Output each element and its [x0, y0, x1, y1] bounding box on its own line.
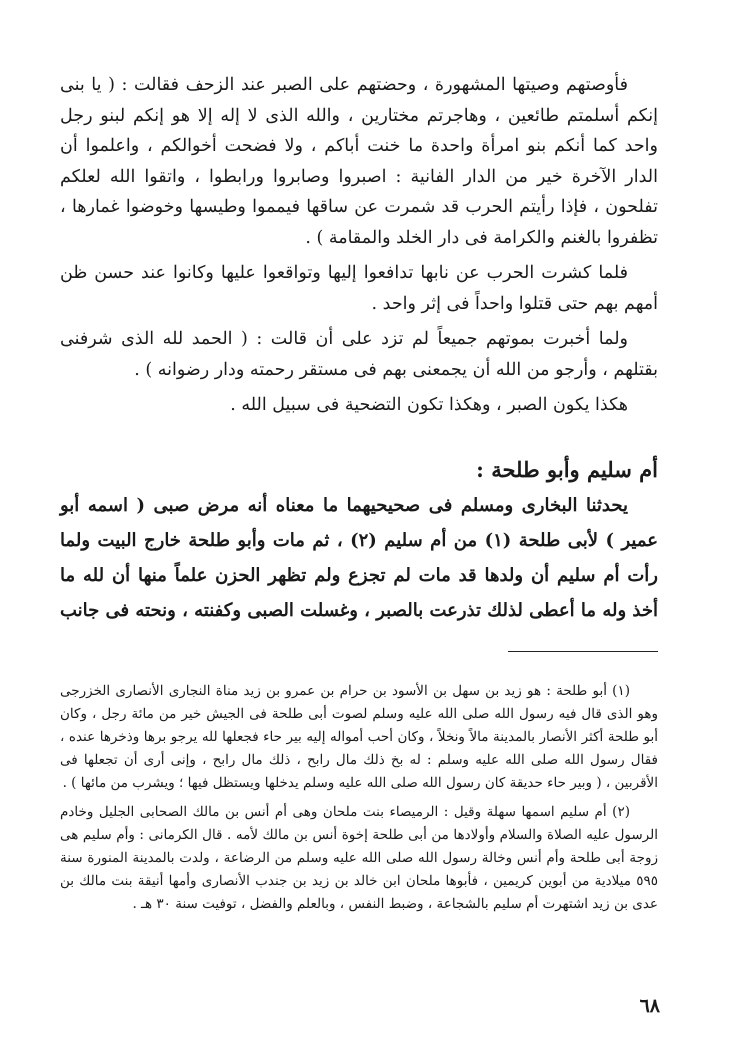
- section-paragraph: يحدثنا البخارى ومسلم فى صحيحيهما ما معناه أنه مرض صبى ( اسمه أبو عمير ) لأبى طلحة (١) من أم سليم (٢) ، ثم مات وأبو طلحة خارج البيت ولما رأت أم سليم أن ولدها قد مات لم تجزع ولم تظهر الحزن علماً منها أن لله ما أخذ وله ما أعطى لذلك تذرعت بالصبر ، وغسلت الصبى وكفنته ، ونحته فى جانب: [59, 495, 658, 621]
- main-text: [60, 70, 658, 421]
- footnotes: [60, 680, 658, 916]
- paragraph-conclusion: هكذا يكون الصبر ، وهكذا تكون التضحية فى سبيل الله .: [230, 395, 628, 415]
- footnote-abu-talha: (١) أبو طلحة : هو زيد بن سهل بن الأسود بن حرام بن عمرو بن زيد مناة النجارى الأنصارى الخزرجى وهو الذى قال فيه رسول الله صلى الله عليه وسلم لصوت أبى طلحة فى الجيش خير من مائة رجل ، وكان أبو طلحة أكثر الأنصار بالمدينة مالاً ونخلاً ، وكان أحب أمواله إليه بير حاء فجعلها لله يرجو برها وذخرها عنده ، فقال رسول الله صلى الله عليه وسلم : له بخ ذلك مال رابح ، ذلك مال رابح ، وإنى أرى أن تجعلها فى الأقربين ، ( وبير حاء حديقة كان رسول الله صلى الله عليه وسلم يدخلها ويستظل فيها ؛ ويشرب من مائها ) .: [60, 683, 658, 791]
- footnote-divider: [508, 651, 658, 652]
- page-number: ٦٨: [639, 995, 660, 1017]
- footnote-umm-sulaym: (٢) أم سليم اسمها سهلة وقيل : الرميصاء بنت ملحان وهى أم أنس بن مالك الصحابى الجليل وخادم الرسول عليه الصلاة والسلام وأولادها من أبى طلحة إخوة أنس بن مالك لأمه . قال الكرمانى : وأم سليم هى زوجة أبى طلحة وأم أنس وخالة رسول الله صلى الله عليه وسلم من الرضاعة ، ولدت بالمدينة المنورة سنة ٥٩٥ ميلادية من أبوين كريمين ، فأبوها ملحان ابن خالد بن زيد بن جندب الأنصارى وأمها أنيقة بنت مالك بن عدى بن زيد اشتهرت أم سليم بالشجاعة ، وضبط النفس ، وبالعلم والفضل ، توفيت سنة ٣٠ هـ .: [60, 804, 658, 912]
- paragraph-battle: فلما كشرت الحرب عن نابها تدافعوا إليها وتواقعوا عليها وكانوا عند حسن ظن أمهم بهم حتى قتلوا واحداً فى إثر واحد .: [60, 263, 658, 314]
- section-body: [60, 488, 658, 628]
- paragraph-news: ولما أخبرت بموتهم جميعاً لم تزد على أن قالت : ( الحمد لله الذى شرفنى بقتلهم ، وأرجو من الله أن يجمعنى بهم فى مستقر رحمته ودار رضوانه ) .: [60, 329, 658, 380]
- paragraph-advice: فأوصتهم وصيتها المشهورة ، وحضتهم على الصبر عند الزحف فقالت : ( يا بنى إنكم أسلمتم طائعين ، وهاجرتم مختارين ، والله الذى لا إله إلا هو إنكم لبنو رجل واحد كما أنكم بنو امرأة واحدة ما خنت أباكم ، ولا فضحت أخوالكم ، واعلموا أن الدار الآخرة خير من الدار الفانية : اصبروا وصابروا ورابطوا ، واتقوا الله لعلكم تفلحون ، فإذا رأيتم الحرب قد شمرت عن ساقها فيمموا وطيسها وخوضوا غمارها ، تظفروا بالغنم والكرامة فى دار الخلد والمقامة ) .: [60, 75, 658, 248]
- section-heading: أم سليم وأبو طلحة :: [476, 457, 658, 482]
